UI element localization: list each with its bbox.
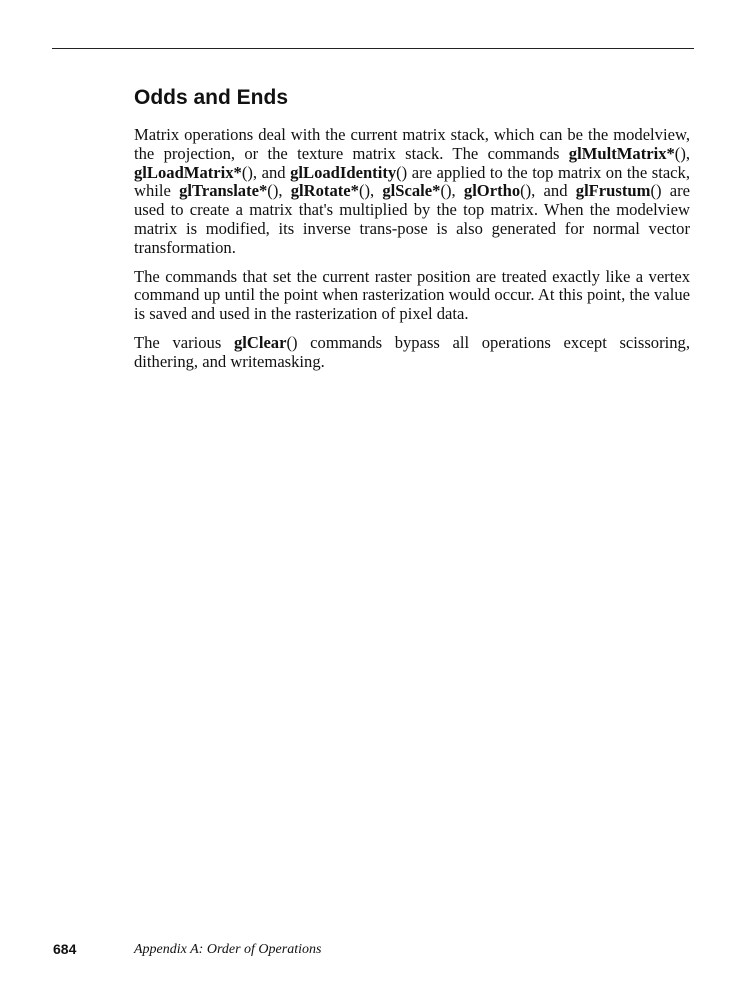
page-number: 684 [53, 941, 77, 957]
command-name: glMultMatrix* [568, 143, 675, 163]
command-name: glOrtho [463, 181, 521, 201]
text-run: () are applied to the top matrix on the stack, while [134, 162, 690, 201]
command-name: glTranslate* [179, 181, 268, 201]
text-run: (), [267, 181, 291, 201]
paragraph [134, 126, 690, 258]
text-run: (), and [520, 181, 576, 201]
text-run: () commands bypass all operations except scissoring, dithering, and writemasking. [134, 332, 690, 371]
command-name: glLoadMatrix* [134, 162, 242, 182]
text-run: Matrix operations deal with the current matrix stack, which can be the modelview, the projection, or the texture matrix stack. The commands [134, 125, 690, 163]
command-name: glFrustum [575, 181, 651, 201]
running-title: Appendix A: Order of Operations [134, 942, 322, 957]
text-run: (), [358, 181, 383, 201]
text-run: () are used to create a matrix that's multiplied by the top matrix. When the modelview matrix is modified, its inverse trans-pose is also generated for normal vector transformation. [134, 181, 690, 257]
text-run: (), [674, 143, 690, 163]
top-rule [52, 48, 694, 49]
paragraph [134, 268, 690, 324]
body-text [134, 126, 690, 382]
text-run: The various [134, 332, 234, 352]
command-name: glRotate* [290, 181, 359, 201]
section-heading: Odds and Ends [134, 86, 289, 109]
command-name: glScale* [382, 181, 441, 201]
text-run: (), and [241, 162, 291, 182]
paragraph [134, 334, 690, 372]
text-run: (), [440, 181, 464, 201]
command-name: glLoadIdentity [290, 162, 397, 182]
text-run: The commands that set the current raster position are treated exactly like a vertex command up until the point when rasterization would occur. At this point, the value is saved and used in the rasterization of pixel data. [134, 266, 690, 324]
command-name: glClear [233, 332, 287, 352]
